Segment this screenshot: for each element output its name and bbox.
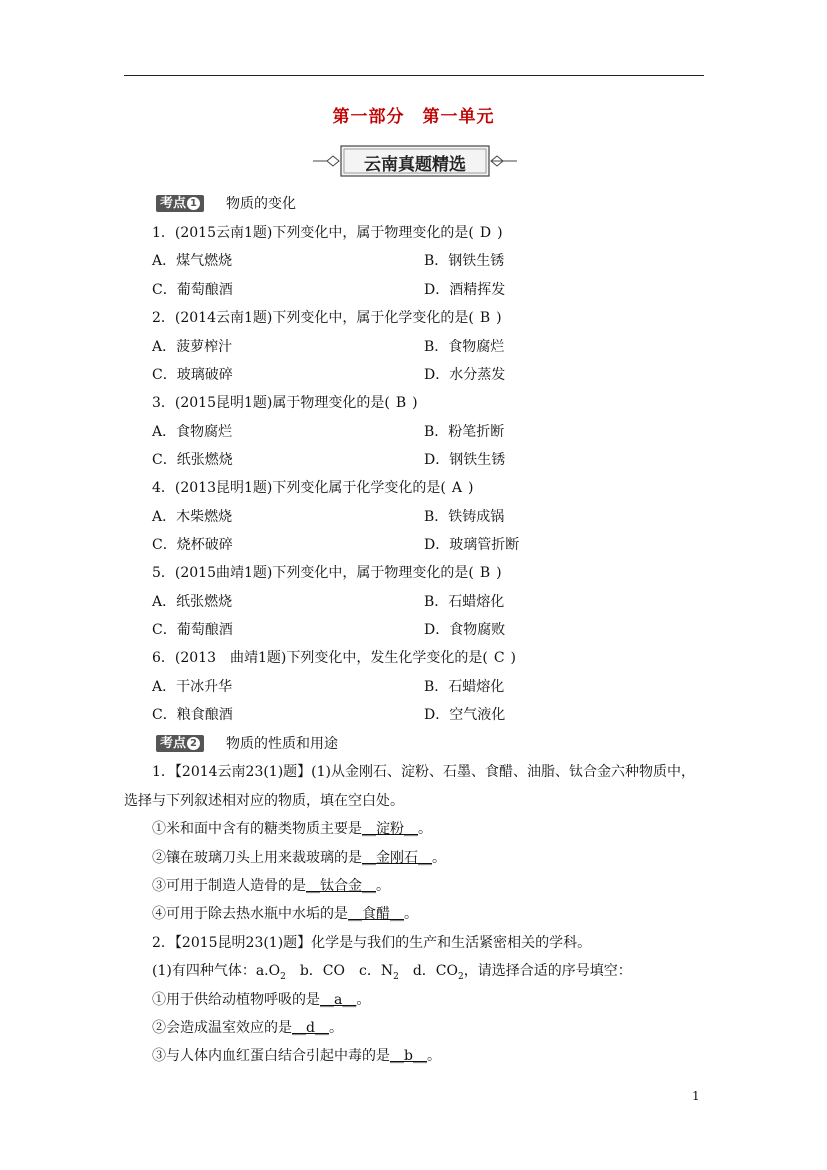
badge-number: 2 — [187, 737, 200, 750]
gas-list: (1)有四种气体：$a.O_2$ b．CO c．$N_2$ d．$CO_2$，请选择合适的序号填空： — [152, 963, 632, 982]
section-badge — [156, 195, 204, 212]
answer: B — [479, 310, 491, 326]
fill-item: ③与人体内血红蛋白结合引起中毒的是__b__。 — [152, 1048, 441, 1064]
badge-label: 考点 — [160, 736, 187, 751]
option-b: B．铁铸成锅 — [424, 509, 505, 525]
option-a: A．干冰升华 — [152, 679, 233, 695]
option-b: B．食物腐烂 — [424, 339, 505, 355]
badge-label: 考点 — [160, 196, 187, 211]
answer: __金刚石__ — [362, 850, 432, 866]
section-banner — [313, 144, 517, 178]
question-stem: 2．(2014云南1题)下列变化中，属于化学变化的是( B ) — [152, 310, 502, 326]
answer: __d__ — [292, 1020, 329, 1036]
answer: B — [395, 395, 407, 411]
question-stem: 6．(2013 曲靖1题)下列变化中，发生化学变化的是( C ) — [152, 650, 517, 666]
option-c: C．葡萄酿酒 — [152, 282, 233, 298]
option-d: D．水分蒸发 — [424, 367, 506, 383]
question-stem: 1．【2014云南23(1)题】(1)从金刚石、淀粉、石墨、食醋、油脂、钛合金六种物质中， — [152, 764, 696, 780]
answer: __食醋__ — [348, 906, 404, 922]
fill-item: ①米和面中含有的糖类物质主要是__淀粉__。 — [152, 821, 432, 837]
answer: A — [451, 480, 462, 496]
option-b: B．粉笔折断 — [424, 424, 505, 440]
option-c: C．纸张燃烧 — [152, 452, 233, 468]
option-b: B．钢铁生锈 — [424, 253, 505, 269]
answer: B — [479, 565, 491, 581]
option-d: D．玻璃管折断 — [424, 537, 520, 553]
section-badge — [156, 735, 204, 752]
option-a: A．木柴燃烧 — [152, 509, 233, 525]
option-a: A．菠萝榨汁 — [152, 339, 233, 355]
fill-item: ④可用于除去热水瓶中水垢的是__食醋__。 — [152, 906, 418, 922]
question-stem: 1．(2015云南1题)下列变化中，属于物理变化的是( D ) — [152, 225, 503, 241]
option-b: B．石蜡熔化 — [424, 679, 505, 695]
option-c: C．葡萄酿酒 — [152, 622, 233, 638]
answer: __b__ — [390, 1048, 427, 1064]
section-title: 物质的性质和用途 — [226, 736, 338, 752]
option-d: D．钢铁生锈 — [424, 452, 506, 468]
question-stem: 4．(2013昆明1题)下列变化属于化学变化的是( A ) — [152, 480, 474, 496]
option-c: C．粮食酿酒 — [152, 707, 233, 723]
fill-item: ③可用于制造人造骨的是__钛合金__。 — [152, 878, 390, 894]
fill-item: ②会造成温室效应的是__d__。 — [152, 1020, 343, 1036]
page-title: 第一部分 第一单元 — [332, 107, 495, 127]
fill-item: ①用于供给动植物呼吸的是__a__。 — [152, 992, 371, 1008]
answer: C — [493, 650, 505, 666]
page-number: 1 — [692, 1089, 700, 1103]
option-c: C．烧杯破碎 — [152, 537, 233, 553]
answer: D — [479, 225, 492, 241]
option-a: A．纸张燃烧 — [152, 594, 233, 610]
option-a: A．食物腐烂 — [152, 424, 233, 440]
option-c: C．玻璃破碎 — [152, 367, 233, 383]
section-title: 物质的变化 — [226, 196, 296, 212]
question-stem: 3．(2015昆明1题)属于物理变化的是( B ) — [152, 395, 418, 411]
option-b: B．石蜡熔化 — [424, 594, 505, 610]
question-stem-cont: 选择与下列叙述相对应的物质，填在空白处。 — [124, 793, 404, 809]
banner-title: 云南真题精选 — [364, 155, 466, 175]
question-stem: 2．【2015昆明23(1)题】化学是与我们的生产和生活紧密相关的学科。 — [152, 935, 592, 951]
option-d: D．空气液化 — [424, 707, 506, 723]
question-stem: 5．(2015曲靖1题)下列变化中，属于物理变化的是( B ) — [152, 565, 502, 581]
fill-item: ②镶在玻璃刀头上用来裁玻璃的是__金刚石__。 — [152, 850, 446, 866]
header-rule — [124, 75, 704, 76]
option-d: D．食物腐败 — [424, 622, 506, 638]
badge-number: 1 — [187, 197, 200, 210]
answer: __淀粉__ — [362, 821, 418, 837]
answer: __钛合金__ — [306, 878, 376, 894]
answer: __a__ — [320, 992, 357, 1008]
option-d: D．酒精挥发 — [424, 282, 506, 298]
option-a: A．煤气燃烧 — [152, 253, 233, 269]
